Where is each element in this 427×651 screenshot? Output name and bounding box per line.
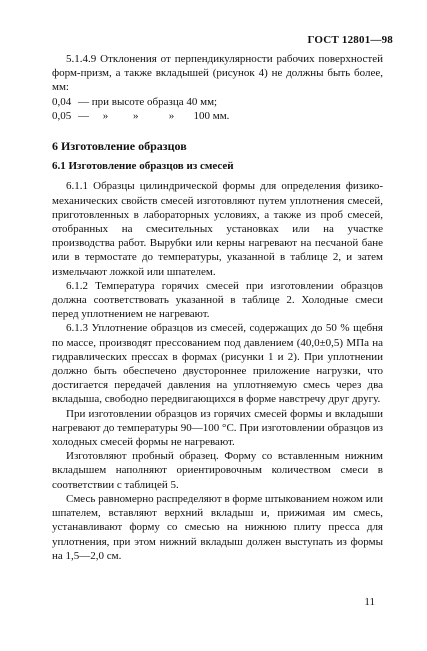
paragraph-trial-sample: Изготовляют пробный образец. Форму со вставленным нижним вкладышем наполняют ориентировочным количеством смеси в соответствии с таблицей 5. (52, 450, 383, 491)
paragraph-5-1-4-9: 5.1.4.9 Отклонения от перпендикулярности рабочих поверхностей форм-призм, а также вкладышей (рисунок 4) не должны быть более, мм: (52, 53, 383, 94)
paragraph-6-1-1: 6.1.1 Образцы цилиндрической формы для определения физико-механических свойств смесей изготовляют путем уплотнения смесей, приготовленных в лабораторных условиях, а также из проб смесей, отобранных на смесительных установках или на участке производства работ. Вырубки или керны нагревают на песчаной бане или в термостате до температуры, указанной в таблице 2, и затем измельчают ложкой или шпателем. (52, 180, 383, 278)
tolerance-rows (52, 95, 383, 123)
tolerance-value: 0,04 (52, 95, 72, 108)
tolerance-row (52, 109, 383, 123)
section-title: 6 Изготовление образцов (52, 139, 187, 154)
page-number: 11 (364, 596, 375, 608)
paragraph-distribution: Смесь равномерно распределяют в форме штыкованием ножом или шпателем, вставляют верхний вкладыш и, прижимая им смесь, устанавливают форму со смесью на нижнюю плиту пресса для уплотнения, при этом нижний вкладыш должен выступать из формы на 1,5—2,0 см. (52, 492, 383, 562)
tolerance-condition: — при высоте образца 40 мм; (78, 95, 218, 108)
tolerance-condition: — » » » 100 мм. (78, 109, 230, 122)
paragraph-heating: При изготовлении образцов из горячих смесей формы и вкладыши нагревают до температуры 90—100 °С. При изготовлении образцов из холодных смесей формы не нагревают. (52, 407, 383, 449)
tolerance-value: 0,05 (52, 109, 72, 122)
subsection-title: 6.1 Изготовление образцов из смесей (52, 160, 234, 173)
paragraph-6-1-3: 6.1.3 Уплотнение образцов из смесей, содержащих до 50 % щебня по массе, производят прессованием под давлением (40,0±0,5) МПа на гидравлических прессах в формах (рисунки 1 и 2). При уплотнении должно быть обеспечено двустороннее приложение нагрузки, что достигается передачей давления на уплотняемую смесь через два вкладыша, свободно передвигающихся в форме навстречу друг другу. (52, 322, 383, 406)
tolerance-row (52, 95, 383, 109)
page-header-standard-code: ГОСТ 12801—98 (307, 34, 393, 46)
page-body (52, 52, 383, 563)
paragraph-6-1-2: 6.1.2 Температура горячих смесей при изготовлении образцов должна соответствовать указанной в таблице 2. Холодные смеси перед уплотнением не нагревают. (52, 279, 383, 321)
